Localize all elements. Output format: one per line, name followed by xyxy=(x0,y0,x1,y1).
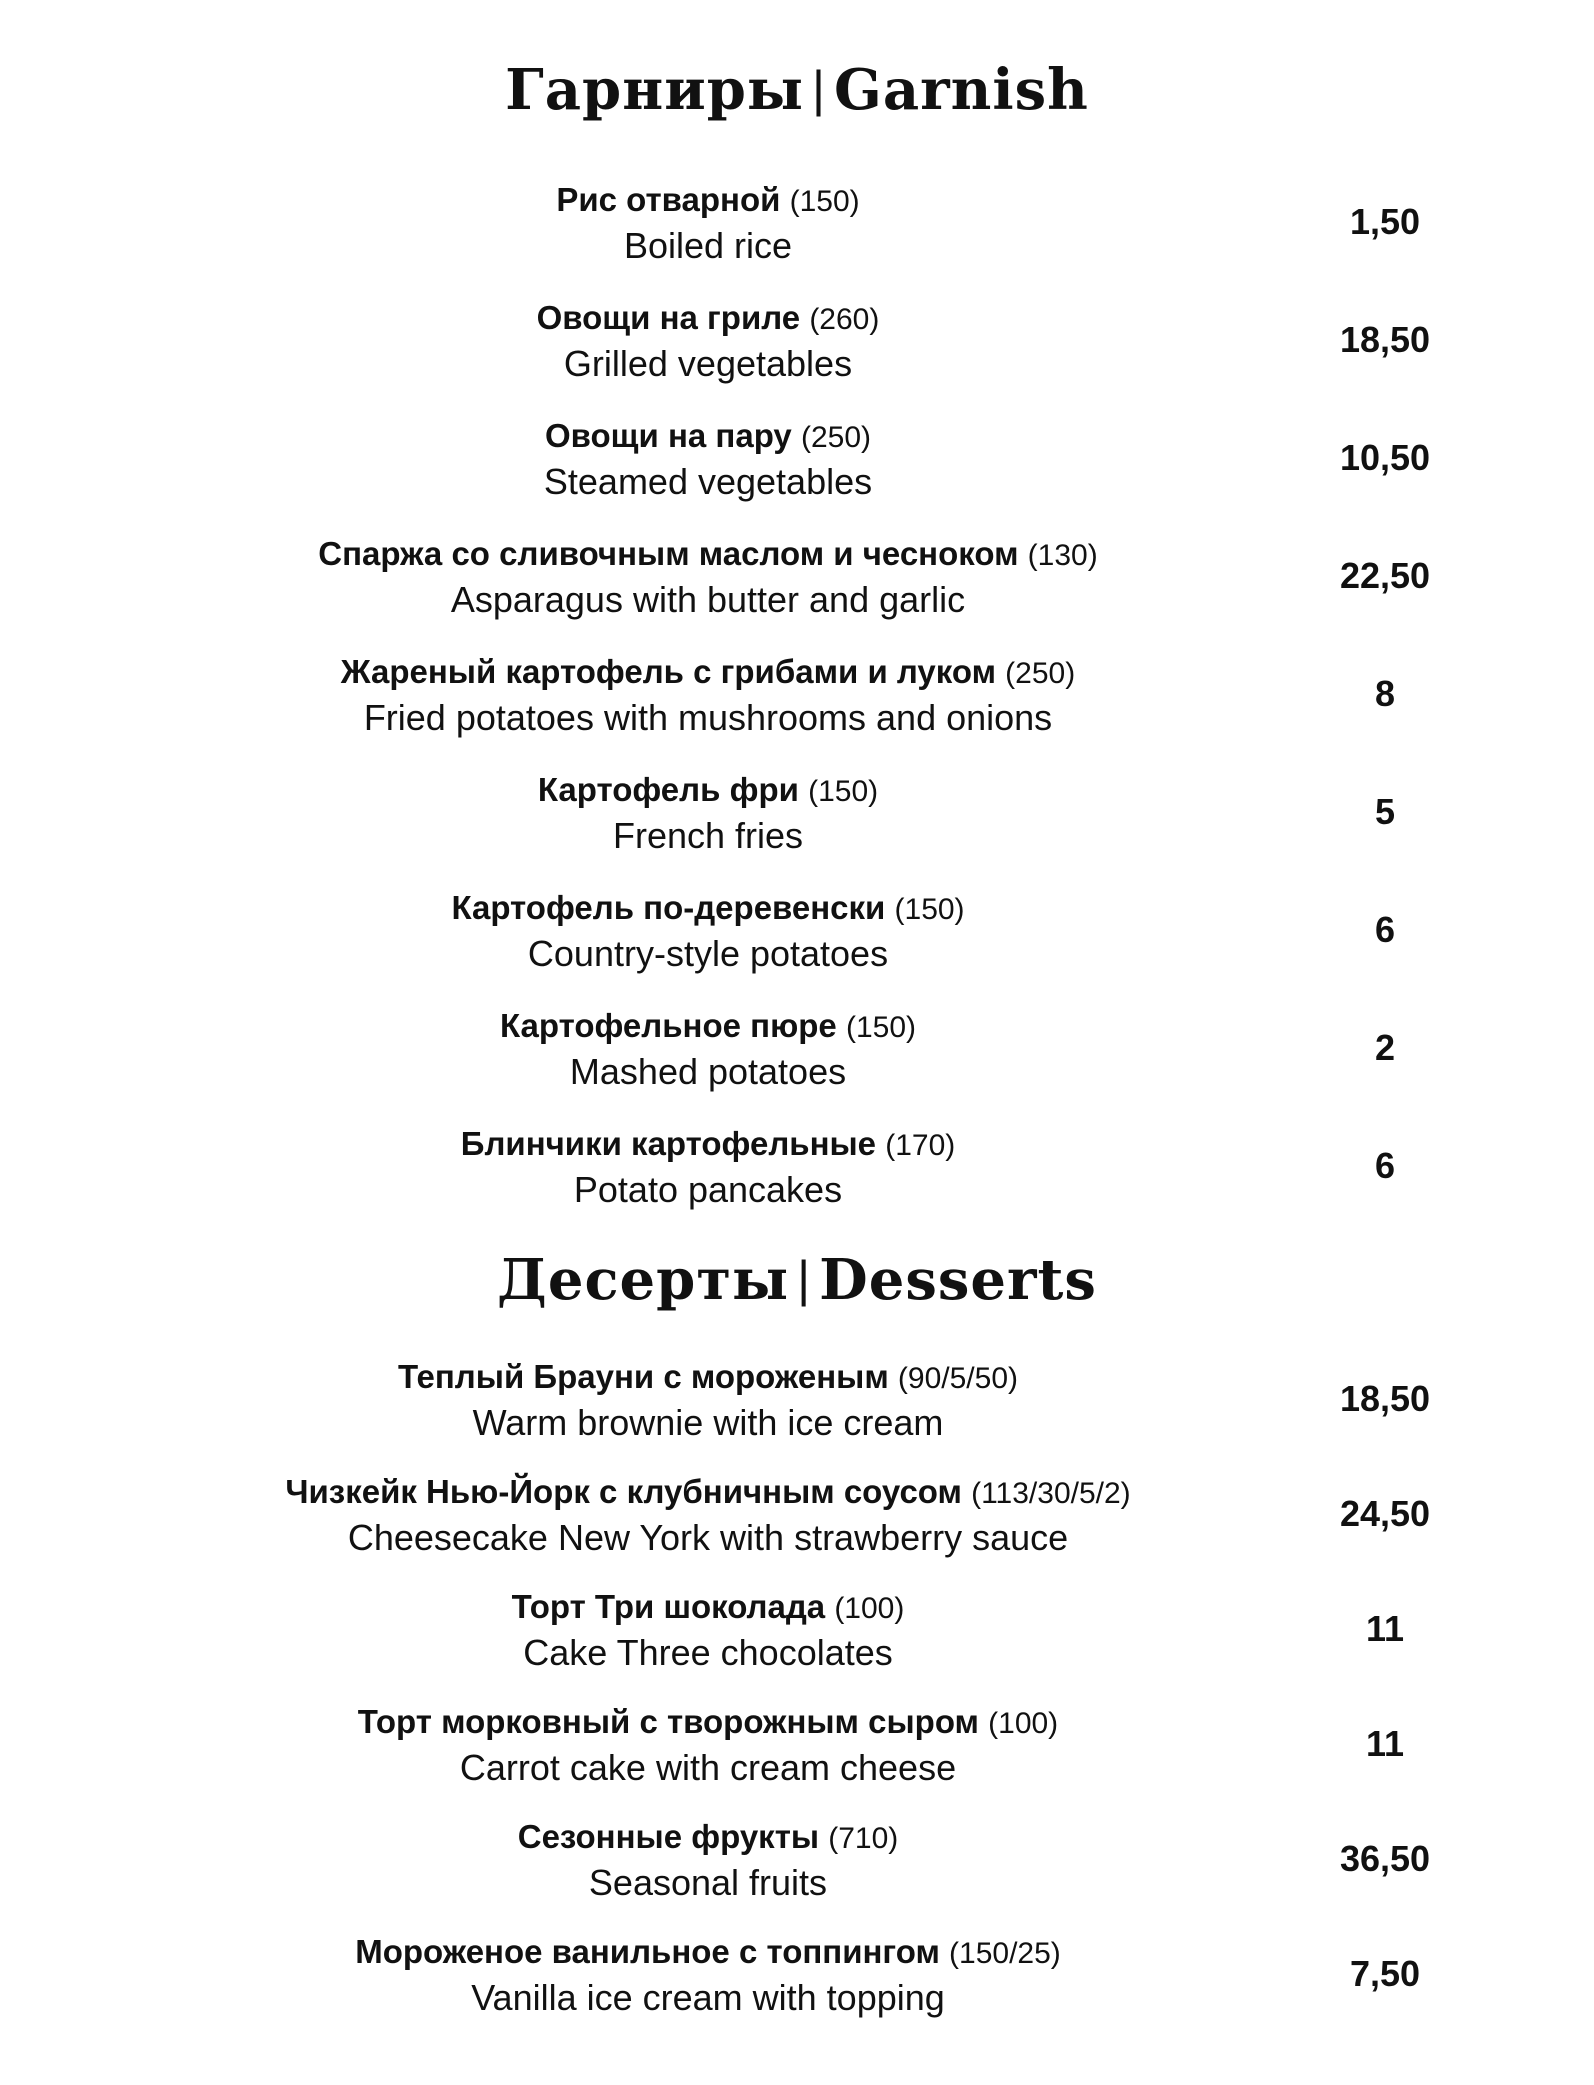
dish-name-en: Mashed potatoes xyxy=(569,1051,847,1092)
dish-weight: (150/25) xyxy=(949,1937,1061,1970)
menu-item-name-ru xyxy=(108,1004,1308,1050)
dish-name-en: Vanilla ice cream with topping xyxy=(471,1977,945,2018)
dish-weight: (150) xyxy=(894,893,965,926)
dish-name-ru: Картофель фри xyxy=(537,771,799,808)
dish-name-en: Boiled rice xyxy=(623,225,793,266)
desserts-section-title xyxy=(0,1245,1594,1317)
desserts-title-en: Desserts xyxy=(819,1247,1097,1313)
dish-name-en: Potato pancakes xyxy=(573,1169,843,1210)
dish-name-en: French fries xyxy=(612,815,804,856)
menu-item-names xyxy=(108,886,1308,976)
menu-item-names xyxy=(108,1815,1308,1905)
dish-price: 24,50 xyxy=(1339,1493,1431,1534)
dish-price: 18,50 xyxy=(1339,319,1431,360)
dish-name-ru: Торт Три шоколада xyxy=(511,1588,826,1625)
dish-weight: (710) xyxy=(828,1822,899,1855)
menu-item xyxy=(0,414,1594,532)
dish-weight: (150) xyxy=(789,185,860,218)
dish-name-en: Steamed vegetables xyxy=(543,461,873,502)
dish-name-ru: Картофельное пюре xyxy=(499,1007,837,1044)
dish-name-en: Carrot cake with cream cheese xyxy=(459,1747,957,1788)
dish-name-ru: Спаржа со сливочным маслом и чесноком xyxy=(318,535,1019,572)
menu-item-names xyxy=(108,1930,1308,2020)
dish-name-en: Cake Three chocolates xyxy=(523,1632,893,1673)
menu-item-name-ru xyxy=(108,1930,1308,1976)
menu-item-names xyxy=(108,1004,1308,1094)
menu-item-names xyxy=(108,768,1308,858)
menu-item xyxy=(0,1470,1594,1585)
dish-price: 11 xyxy=(1365,1723,1405,1764)
dish-weight: (100) xyxy=(988,1707,1059,1740)
dish-price: 10,50 xyxy=(1339,437,1431,478)
menu-item-names xyxy=(108,532,1308,622)
menu-item-name-ru xyxy=(108,1355,1308,1401)
dish-weight: (130) xyxy=(1027,539,1098,572)
dish-price: 36,50 xyxy=(1339,1838,1431,1879)
dish-weight: (90/5/50) xyxy=(897,1362,1018,1395)
menu-item-name-ru xyxy=(108,1815,1308,1861)
menu-item-name-ru xyxy=(108,1700,1308,1746)
dish-name-ru: Сезонные фрукты xyxy=(517,1818,820,1855)
menu-item-names xyxy=(108,1585,1308,1675)
garnish-title-en: Garnish xyxy=(834,57,1089,123)
dish-name-en: Country-style potatoes xyxy=(527,933,889,974)
dish-price: 2 xyxy=(1374,1027,1396,1068)
dish-name-ru: Мороженое ванильное с топпингом xyxy=(355,1933,940,1970)
dish-weight: (150) xyxy=(808,775,879,808)
dish-weight: (113/30/5/2) xyxy=(971,1477,1131,1510)
menu-item xyxy=(0,650,1594,768)
desserts-title-ru: Десерты xyxy=(497,1247,790,1313)
dish-price: 6 xyxy=(1374,909,1396,950)
dish-name-en: Grilled vegetables xyxy=(563,343,853,384)
dish-name-ru: Картофель по-деревенски xyxy=(451,889,886,926)
dish-name-ru: Торт морковный с творожным сыром xyxy=(357,1703,979,1740)
dish-weight: (170) xyxy=(885,1129,956,1162)
dish-name-ru: Теплый Брауни с мороженым xyxy=(398,1358,889,1395)
dish-price: 7,50 xyxy=(1349,1953,1421,1994)
dish-name-en: Fried potatoes with mushrooms and onions xyxy=(363,697,1053,738)
menu-item-name-ru xyxy=(108,296,1308,342)
menu-item xyxy=(0,1930,1594,2045)
menu-item-names xyxy=(108,1470,1308,1560)
dish-name-en: Asparagus with butter and garlic xyxy=(450,579,966,620)
dish-name-en: Seasonal fruits xyxy=(588,1862,828,1903)
menu-item xyxy=(0,532,1594,650)
dish-price: 1,50 xyxy=(1349,201,1421,242)
dish-name-ru: Овощи на гриле xyxy=(536,299,801,336)
dish-price: 18,50 xyxy=(1339,1378,1431,1419)
menu-item-names xyxy=(108,296,1308,386)
dish-weight: (250) xyxy=(800,421,871,454)
menu-item xyxy=(0,178,1594,296)
dish-name-ru: Чизкейк Нью-Йорк с клубничным соусом xyxy=(285,1473,962,1510)
dish-price: 22,50 xyxy=(1339,555,1431,596)
dish-weight: (260) xyxy=(809,303,880,336)
menu-item xyxy=(0,768,1594,886)
garnish-list xyxy=(0,178,1594,1240)
garnish-section-title xyxy=(0,55,1594,127)
menu-item-name-ru xyxy=(108,532,1308,578)
menu-item xyxy=(0,886,1594,1004)
menu-item xyxy=(0,1815,1594,1930)
menu-item-names xyxy=(108,414,1308,504)
menu-item xyxy=(0,1585,1594,1700)
menu-item-name-ru xyxy=(108,886,1308,932)
menu-item-names xyxy=(108,1355,1308,1445)
menu-item-names xyxy=(108,650,1308,740)
dish-name-ru: Рис отварной xyxy=(556,181,781,218)
menu-item-name-ru xyxy=(108,650,1308,696)
menu-item-names xyxy=(108,1122,1308,1212)
menu-item-names xyxy=(108,178,1308,268)
dish-weight: (150) xyxy=(845,1011,916,1044)
menu-item-name-ru xyxy=(108,768,1308,814)
menu-item xyxy=(0,1700,1594,1815)
dish-price: 8 xyxy=(1374,673,1396,714)
menu-item xyxy=(0,296,1594,414)
menu-item-name-ru xyxy=(108,1122,1308,1168)
title-separator: | xyxy=(797,1251,812,1307)
dish-name-en: Warm brownie with ice cream xyxy=(472,1402,944,1443)
dish-price: 11 xyxy=(1365,1608,1405,1649)
title-separator: | xyxy=(812,61,827,117)
menu-item xyxy=(0,1004,1594,1122)
menu-item-name-ru xyxy=(108,1470,1308,1516)
menu-item xyxy=(0,1355,1594,1470)
menu-item-name-ru xyxy=(108,178,1308,224)
garnish-title-ru: Гарниры xyxy=(505,57,805,123)
dish-name-ru: Овощи на пару xyxy=(544,417,792,454)
dish-price: 6 xyxy=(1374,1145,1396,1186)
dish-price: 5 xyxy=(1374,791,1396,832)
dish-weight: (250) xyxy=(1005,657,1076,690)
dish-name-en: Cheesecake New York with strawberry sauce xyxy=(347,1517,1069,1558)
menu-item xyxy=(0,1122,1594,1240)
dish-weight: (100) xyxy=(834,1592,905,1625)
menu-item-names xyxy=(108,1700,1308,1790)
menu-item-name-ru xyxy=(108,414,1308,460)
dish-name-ru: Блинчики картофельные xyxy=(460,1125,877,1162)
desserts-list xyxy=(0,1355,1594,2045)
dish-name-ru: Жареный картофель с грибами и луком xyxy=(340,653,996,690)
menu-item-name-ru xyxy=(108,1585,1308,1631)
